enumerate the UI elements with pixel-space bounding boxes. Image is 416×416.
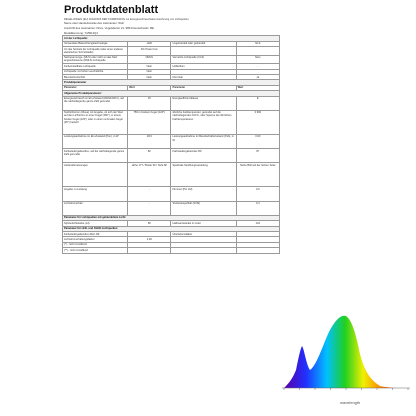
table-cell: Nein <box>128 69 171 74</box>
table-cell: Außenabmessungen <box>63 163 128 187</box>
note-row <box>63 248 280 253</box>
table-cell: Farbwiedergabeindex, auf die nächstliegende ganze Zahl gerundet <box>63 149 128 163</box>
product-params-section-cell: Produktparameter <box>63 80 280 85</box>
table-cell: (**) - nicht zutreffend <box>63 248 128 253</box>
table-row <box>63 55 280 64</box>
table-cell: - <box>236 64 279 69</box>
table-cell: Lichtquelle mit hoher Leuchtdichte <box>63 69 128 74</box>
table-cell: Halbwertswinkel in Grad <box>171 221 236 226</box>
table-cell: 0,4 <box>236 201 279 215</box>
table-cell: 0,00 <box>236 134 279 148</box>
lightsource-section-cell: Art der Lichtquelle: <box>63 36 280 41</box>
table-cell: Nein <box>128 64 171 69</box>
table-row <box>63 149 280 163</box>
table-cell: LED <box>128 41 171 46</box>
table-row <box>63 201 280 215</box>
column-header: Wert <box>236 85 279 90</box>
table-cell: Ja <box>236 74 279 79</box>
table-cell: 82 <box>128 149 171 163</box>
column-header: Parameter <box>63 85 128 90</box>
table-row <box>63 134 280 148</box>
spectral-distribution-chart <box>280 300 412 412</box>
table-cell: Vernetzte Lichtquelle (CLS) <box>171 55 236 64</box>
table-row <box>63 163 280 187</box>
table-cell: Lichtstromerhaltungsfaktor <box>63 237 128 242</box>
table-cell: Nein <box>128 74 171 79</box>
table-cell: Leistungsaufnahme im Bereitschaftszustand (Psb), in W <box>171 134 236 148</box>
table-cell <box>236 248 279 253</box>
table-cell: Spektrale Strahlungsverteilung <box>171 163 236 187</box>
x-axis-label: wavelength <box>340 400 361 405</box>
table-cell: 104 <box>236 221 279 226</box>
model-id: Modellkennung: 7A5612Q4 <box>64 30 98 35</box>
table-cell: Lichtstromerhalt <box>63 201 128 215</box>
table-cell: Höhe 177 / Breite 30 / Tiefe 80 <box>128 163 171 187</box>
table-cell: Energieverbrauch im Ein-Zustand (kWh/1000 h), auf die nächstliegende ganze Zahl gerundet <box>63 96 128 110</box>
table-cell: Netzspannungs- (MLS) oder nicht an das Netz angeschlossene (NMLS) Lichtquelle <box>63 55 128 64</box>
column-header: Parameter <box>171 85 236 90</box>
table-cell: Flimmer (Pst LM) <box>171 187 236 201</box>
table-cell <box>171 248 236 253</box>
table-row <box>63 96 280 110</box>
table-cell: 18,0 <box>128 134 171 148</box>
table-cell <box>128 248 171 253</box>
table-cell: 15 <box>128 96 171 110</box>
table-cell: Art des Sockels der Lichtquelle (oder einer anderen elektrischen Schnittstelle) <box>63 46 128 55</box>
table-cell <box>171 46 236 55</box>
table-cell: Farbwiedergabeindex R9 <box>171 149 236 163</box>
table-cell: 0,9 <box>236 187 279 201</box>
page-title: Produktdatenblatt <box>64 4 159 16</box>
table-cell: Stroboskopeffekt (SVM) <box>171 201 236 215</box>
table-cell: Leistungsaufnahme im Ein-Zustand (Pon), in W <box>63 134 128 148</box>
table-cell: Ungebündelt oder gebündelt <box>171 41 236 46</box>
table-cell: - <box>128 201 171 215</box>
directional-params-section-cell: Parameter für Lichtquellen mit gebündeltem Licht: <box>63 215 280 220</box>
table-cell: Nutzlichtstrom (Φuse) mit Angabe, ob sich der Wert auf den Lichtstrom in einer Kugel (360°), in einem breiten Kegel (120°) oder in einem schmalen Kegel (90°) bezieht <box>63 110 128 134</box>
table-cell: Siehe Bild auf der letzten Seite <box>236 163 279 187</box>
table-cell: DC Power bus <box>128 46 171 55</box>
table-cell: Verwendete Beleuchtungstechnologie <box>63 41 128 46</box>
table-cell: Hüllkolben <box>171 64 236 69</box>
table-row <box>63 110 280 134</box>
table-cell: Blendschutzschild <box>63 74 128 79</box>
supplier-address: Anschrift des Lieferanten: Dries, Vogelsberstr 21, 9654 Deutschwritz, BE <box>64 26 154 30</box>
table-cell: NMLS <box>128 55 171 64</box>
table-row <box>63 187 280 201</box>
table-cell: Farbeinstellbare Lichtquelle <box>63 64 128 69</box>
table-cell: Angabe zu Leistung <box>63 187 128 201</box>
table-cell: Dimmbar <box>171 74 236 79</box>
spectrum-curve <box>284 316 406 388</box>
general-params-section-cell: Allgemeine Produktparameter: <box>63 91 280 96</box>
table-cell: Energieeffizienzklasse <box>171 96 236 110</box>
table-cell: 1,00 <box>128 237 171 242</box>
table-cell: (*) - nicht zutreffend <box>63 242 128 247</box>
supplier-name: Name oder Handelsmarke des Lieferanten: Wofi <box>64 21 124 26</box>
table-cell: 87 <box>236 149 279 163</box>
table-row <box>63 46 280 55</box>
table-cell: E <box>236 96 279 110</box>
table-cell: Nein <box>236 55 279 64</box>
table-cell: - <box>128 187 171 201</box>
table-cell: Spitzenlichtstärke (cd) <box>63 221 128 226</box>
table-cell <box>236 46 279 55</box>
table-cell: 756 in breitem Kegel (120°) <box>128 110 171 134</box>
led-params-section-cell: Parameter für LED- und OLED-Lichtquellen: <box>63 226 280 231</box>
column-header: Wert <box>128 85 171 90</box>
regulation-text: REGELUNGEN (EU) 2019/2015 DER KOMMISSION zur Energieverbrauchskennzeichnung von Lichtquellen <box>64 18 189 21</box>
table-cell: 3 900 <box>236 110 279 134</box>
table-cell: 80 <box>128 221 171 226</box>
table-cell: Überlebensfaktor <box>171 231 236 236</box>
data-table <box>62 35 280 253</box>
table-cell: ähnliche Farbtemperatur, gerundet auf die nächstliegenden 100 K, oder Spanne der ähnlichen Farbtemperaturen <box>171 110 236 134</box>
table-cell: NLS <box>236 41 279 46</box>
product-data-sheet <box>60 0 282 416</box>
table-cell: Farbwiedergabeindex-Wert R9 <box>63 231 128 236</box>
